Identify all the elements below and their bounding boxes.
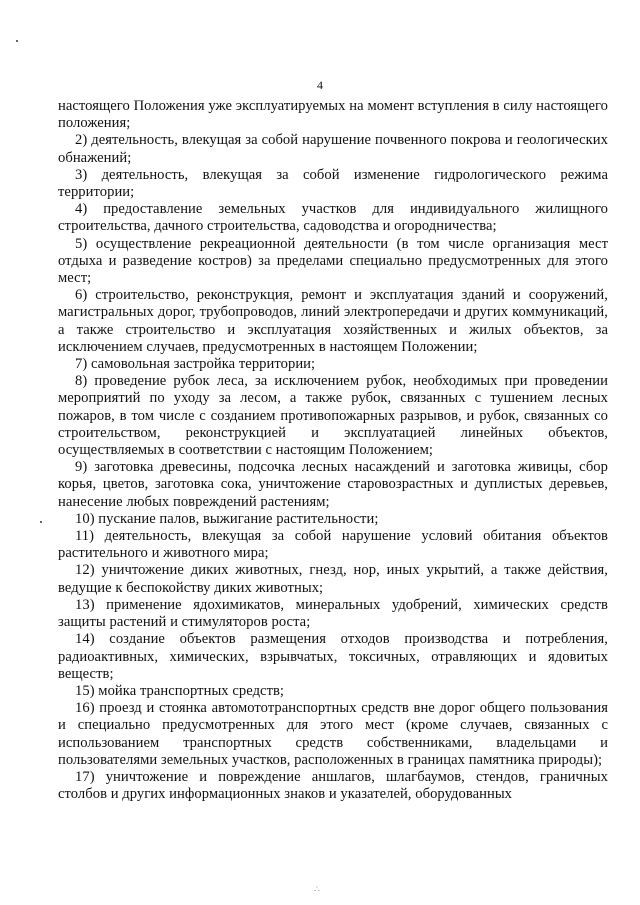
list-item-2: 2) деятельность, влекущая за собой нарушение почвенного покрова и геологических обнажений; (58, 132, 608, 166)
list-item-17: 17) уничтожение и повреждение аншлагов, шлагбаумов, стендов, граничных столбов и других информационных знаков и указателей, оборудованных (58, 768, 608, 803)
scan-speck (40, 521, 42, 523)
document-body (58, 98, 608, 803)
list-item-5: 5) осуществление рекреационной деятельности (в том числе организация мест отдыха и разведение костров) за пределами специально предусмотренных для этого мест; (58, 235, 608, 287)
list-item-3: 3) деятельность, влекущая за собой изменение гидрологического режима территории; (58, 166, 608, 201)
list-item-11: 11) деятельность, влекущая за собой нарушение условий обитания объектов растительного и животного мира; (58, 528, 608, 562)
list-item-4: 4) предоставление земельных участков для индивидуального жилищного строительства, дачного строительства, садоводства и огородничества; (58, 201, 608, 235)
list-item-16: 16) проезд и стоянка автомототранспортных средств вне дорог общего пользования и специально предусмотренных для этого мест (кроме случаев, связанных с использованием транспортных средств собственниками, владельцами и пользователями земельных участков, расположенных в границах памятника природы); (58, 700, 608, 768)
list-item-7: 7) самовольная застройка территории; (75, 356, 316, 373)
paragraph-continuation: настоящего Положения уже эксплуатируемых на момент вступления в силу настоящего положения; (58, 98, 608, 132)
list-item-15: 15) мойка транспортных средств; (75, 682, 285, 699)
list-item-12: 12) уничтожение диких животных, гнезд, нор, иных укрытий, а также действия, ведущие к беспокойству диких животных; (58, 562, 608, 596)
list-item-9: 9) заготовка древесины, подсочка лесных насаждений и заготовка живицы, сбор корья, цветов, заготовка сока, уничтожение старовозрастных и дуплистых деревьев, нанесение любых повреждений растениям; (58, 459, 608, 510)
list-item-13: 13) применение ядохимикатов, минеральных удобрений, химических средств защиты растений и стимуляторов роста; (58, 596, 608, 631)
scan-speck (16, 40, 18, 42)
list-item-14: 14) создание объектов размещения отходов производства и потребления, радиоактивных, химических, взрывчатых, токсичных, отравляющих и ядовитых веществ; (58, 631, 608, 682)
page-number: 4 (317, 78, 323, 92)
list-item-10: 10) пускание палов, выжигание растительности; (75, 510, 379, 527)
list-item-6: 6) строительство, реконструкция, ремонт и эксплуатация зданий и сооружений, магистральных дорог, трубопроводов, линий электропередачи и других коммуникаций, а также строительство и эксплуатация хозяйственных и жилых объектов, за исключением случаев, предусмотренных в настоящем Положении; (58, 287, 608, 355)
scan-mark: ∴ (314, 884, 320, 894)
list-item-8: 8) проведение рубок леса, за исключением рубок, необходимых при проведении мероприятий по уходу за лесом, а также рубок, связанных с тушением лесных пожаров, в том числе с созданием противопожарных разрывов, и рубок, связанных со строительством, реконструкцией и эксплуатацией линейных объектов, осуществляемых в соответствии с настоящим Положением; (58, 373, 608, 459)
